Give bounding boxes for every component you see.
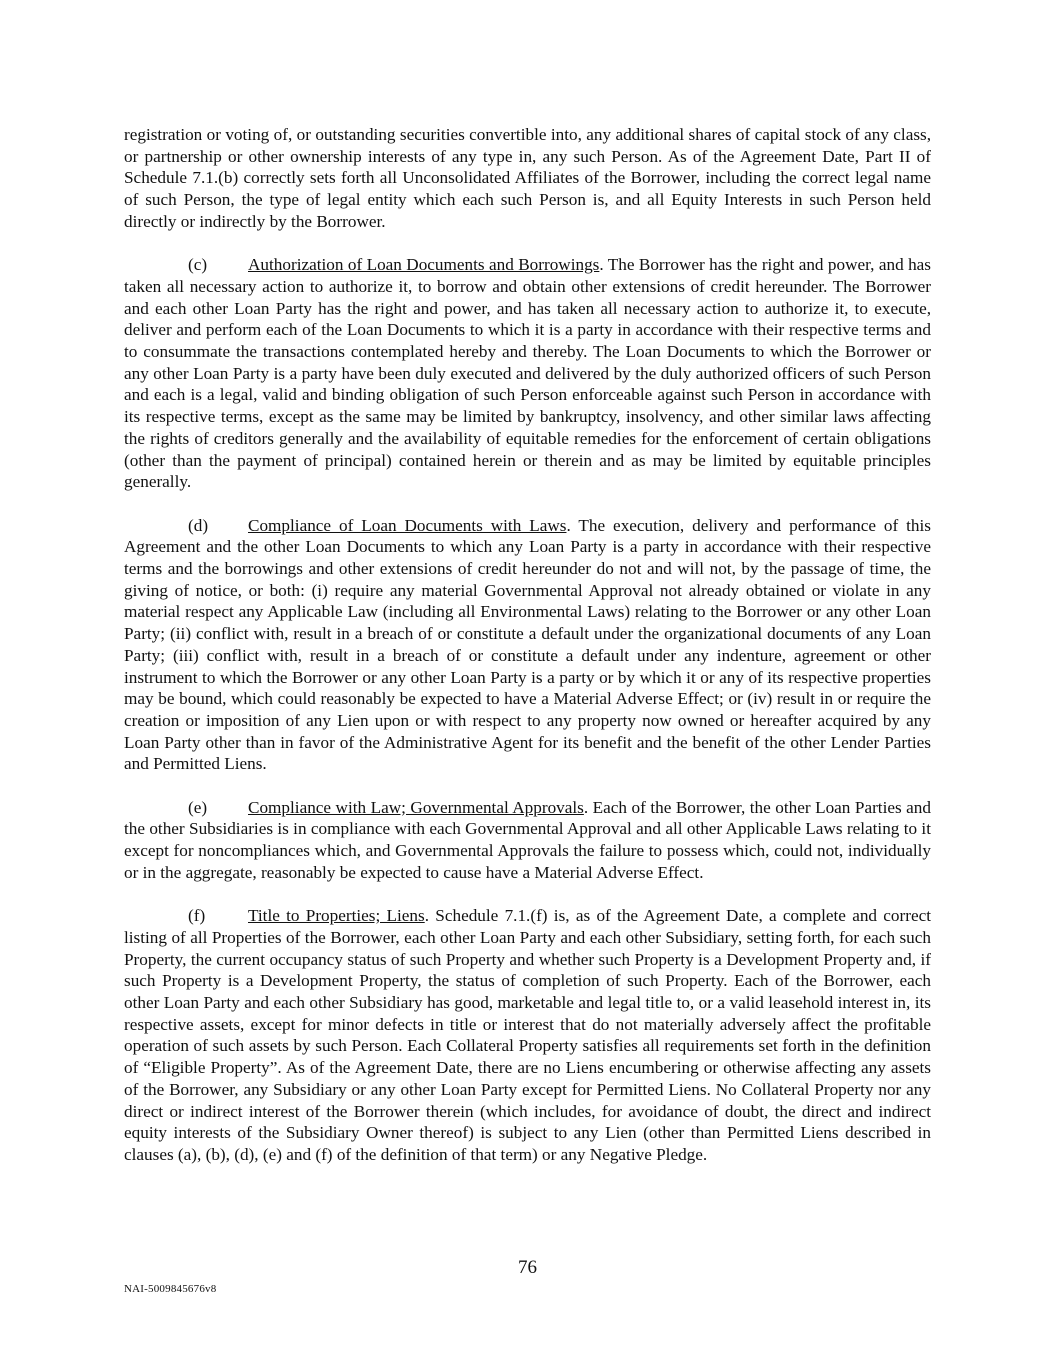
section-label: (c) xyxy=(188,255,208,275)
section-heading: Authorization of Loan Documents and Borrowings xyxy=(248,255,600,275)
section-label: (d) xyxy=(188,515,209,535)
document-id: NAI-5009845676v8 xyxy=(124,1283,217,1295)
section-f-paragraph xyxy=(124,905,931,1165)
section-body: . Schedule 7.1.(f) is, as of the Agreement Date, a complete and correct listing of all Properties of the Borrower, each other Loan Party and each other Subsidiary, setting forth, for each such Property, the current occupancy status of such Property and whether such Property is a Development Property and, if such Property is a Development Property, the status of completion of such Property. Each of the Borrower, each other Loan Party and each other Subsidiary has good, marketable and legal title to, or a valid leasehold interest in, its respective assets, except for minor defects in title or interest that do not materially adversely affect the profitable operation of such assets by such Person. Each Collateral Property satisfies all requirements set forth in the definition of “Eligible Property”. As of the Agreement Date, there are no Liens encumbering or otherwise affecting any assets of the Borrower, any Subsidiary or any other Loan Party except for Permitted Liens. No Collateral Property nor any direct or indirect interest of the Borrower therein (which includes, for avoidance of doubt, the direct and indirect equity interests of the Subsidiary Owner thereof) is subject to any Lien (other than Permitted Liens described in clauses (a), (b), (d), (e) and (f) of the definition of that term) or any Negative Pledge. xyxy=(124,906,931,1164)
page-number: 76 xyxy=(518,1257,537,1278)
section-label: (f) xyxy=(188,906,206,926)
continuation-paragraph: registration or voting of, or outstanding securities convertible into, any additional shares of capital stock of any class, or partnership or other ownership interests of any type in, any such Person. As of the Agreement Date, Part II of Schedule 7.1.(b) correctly sets forth all Unconsolidated Affiliates of the Borrower, including the correct legal name of such Person, the type of legal entity which each such Person is, and all Equity Interests in such Person held directly or indirectly by the Borrower. xyxy=(124,125,931,231)
section-d-paragraph xyxy=(124,515,931,775)
section-heading: Title to Properties; Liens xyxy=(248,906,425,926)
document-body xyxy=(124,124,931,1187)
section-label: (e) xyxy=(188,797,208,817)
section-body: . The execution, delivery and performance of this Agreement and the other Loan Documents to which any Loan Party is a party in accordance with their respective terms and the borrowings and other extensions of credit hereunder do not and will not, by the passage of time, the giving of notice, or both: (i) require any material Governmental Approval not already obtained or violate in any material respect any Applicable Law (including all Environmental Laws) relating to the Borrower or any other Loan Party; (ii) conflict with, result in a breach of or constitute a default under the organizational documents of any Loan Party; (iii) conflict with, result in a breach of or constitute a default under any indenture, agreement or other instrument to which the Borrower or any other Loan Party is a party or by which it or any of its respective properties may be bound, which could reasonably be expected to have a Material Adverse Effect; or (iv) result in or require the creation or imposition of any Lien upon or with respect to any property now owned or hereafter acquired by any Loan Party other than in favor of the Administrative Agent for its benefit and the benefit of the other Lender Parties and Permitted Liens. xyxy=(124,515,931,774)
section-body: . Each of the Borrower, the other Loan Parties and the other Subsidiaries is in compliance with each Governmental Approval and all other Applicable Laws relating to it except for noncompliances which, and Governmental Approvals the failure to possess which, could not, individually or in the aggregate, reasonably be expected to cause have a Material Adverse Effect. xyxy=(124,797,931,882)
section-body: . The Borrower has the right and power, and has taken all necessary action to authorize it, to borrow and obtain other extensions of credit hereunder. The Borrower and each other Loan Party has the right and power, and has taken all necessary action to authorize it, to execute, deliver and perform each of the Loan Documents to which it is a party in accordance with their respective terms and to consummate the transactions contemplated hereby and thereby. The Loan Documents to which the Borrower or any other Loan Party is a party have been duly executed and delivered by the duly authorized officers of such Person and each is a legal, valid and binding obligation of such Person enforceable against such Person in accordance with its respective terms, except as the same may be limited by bankruptcy, insolvency, and other similar laws affecting the rights of creditors generally and the availability of equitable remedies for the enforcement of certain obligations (other than the payment of principal) contained herein or therein and as may be limited by equitable principles generally. xyxy=(124,255,931,492)
section-heading: Compliance of Loan Documents with Laws xyxy=(248,515,567,535)
section-heading: Compliance with Law; Governmental Approvals xyxy=(248,797,584,817)
section-c-paragraph xyxy=(124,254,931,493)
section-e-paragraph xyxy=(124,797,931,884)
